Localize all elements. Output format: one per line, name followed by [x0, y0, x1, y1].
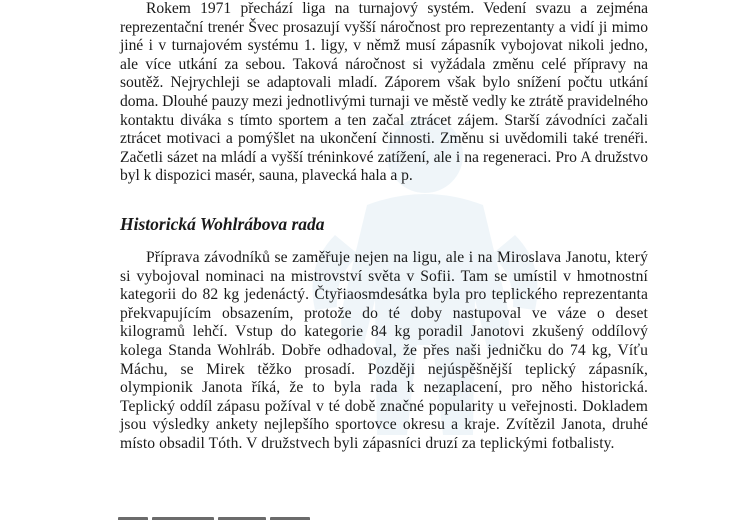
- paragraph-janota: Příprava závodníků se zaměřuje nejen na ligu, ale i na Miroslava Janotu, který si vybojoval nominaci na mistrovství světa v Sofii. Tam se umístil v hmotnostní kategorii do 82 kg jedenáctý. Čtyřiaosmdesátka byla pro teplického reprezentanta překvapujícím obsazením, protože do té doby nastupoval ve váze o deset kilogramů lehčí. Vstup do kategorie 84 kg poradil Janotovi zkušený oddílový kolega Standa Wohlráb. Dobře odhadoval, že přes naši jedničku do 74 kg, Víťu Máchu, se Mirek těžko prosadí. Později nejúspěšnější teplický zápasník, olympionik Janota říká, že to byla rada k nezaplacení, pro něho historická. Teplický oddíl zápasu požíval v té době značné popularity u veřejnosti. Dokladem jsou výsledky ankety nejlepšího sportovce okresu a kraje. Zvítězil Janota, druhé místo obsadil Tóth. V družstvech byli zápasníci druzí za teplickými fotbalisty.: [120, 249, 648, 452]
- section-heading: Historická Wohlrábova rada: [120, 214, 325, 234]
- paragraph-league-system: Rokem 1971 přechází liga na turnajový systém. Vedení svazu a zejména reprezentační trenér Švec prosazují vyšší náročnost pro reprezentanty a vidí ji mimo jiné i v turnajovém systému 1. ligy, v němž musí zápasník vybojovat nikoli jedno, ale více utkání za sebou. Taková náročnost si vyžádala změnu celé přípravy na soutěž. Nejrychleji se adaptovali mladí. Záporem však bylo snížení počtu utkání doma. Dlouhé pauzy mezi jednotlivými turnaji ve městě vedly ke ztrátě pravidelného kontaktu diváka s tímto sportem a ten začal ztrácet zájem. Starší závodníci začali ztrácet motivaci a pomýšlet na ukončení činnosti. Změnu si uvědomili také trenéři. Začetli sázet na mládí a vyšší tréninkové zatížení, ale i na regeneraci. Pro A družstvo byl k dispozici masér, sauna, plavecká hala a p.: [120, 0, 648, 185]
- cut-off-next-heading: [118, 512, 368, 520]
